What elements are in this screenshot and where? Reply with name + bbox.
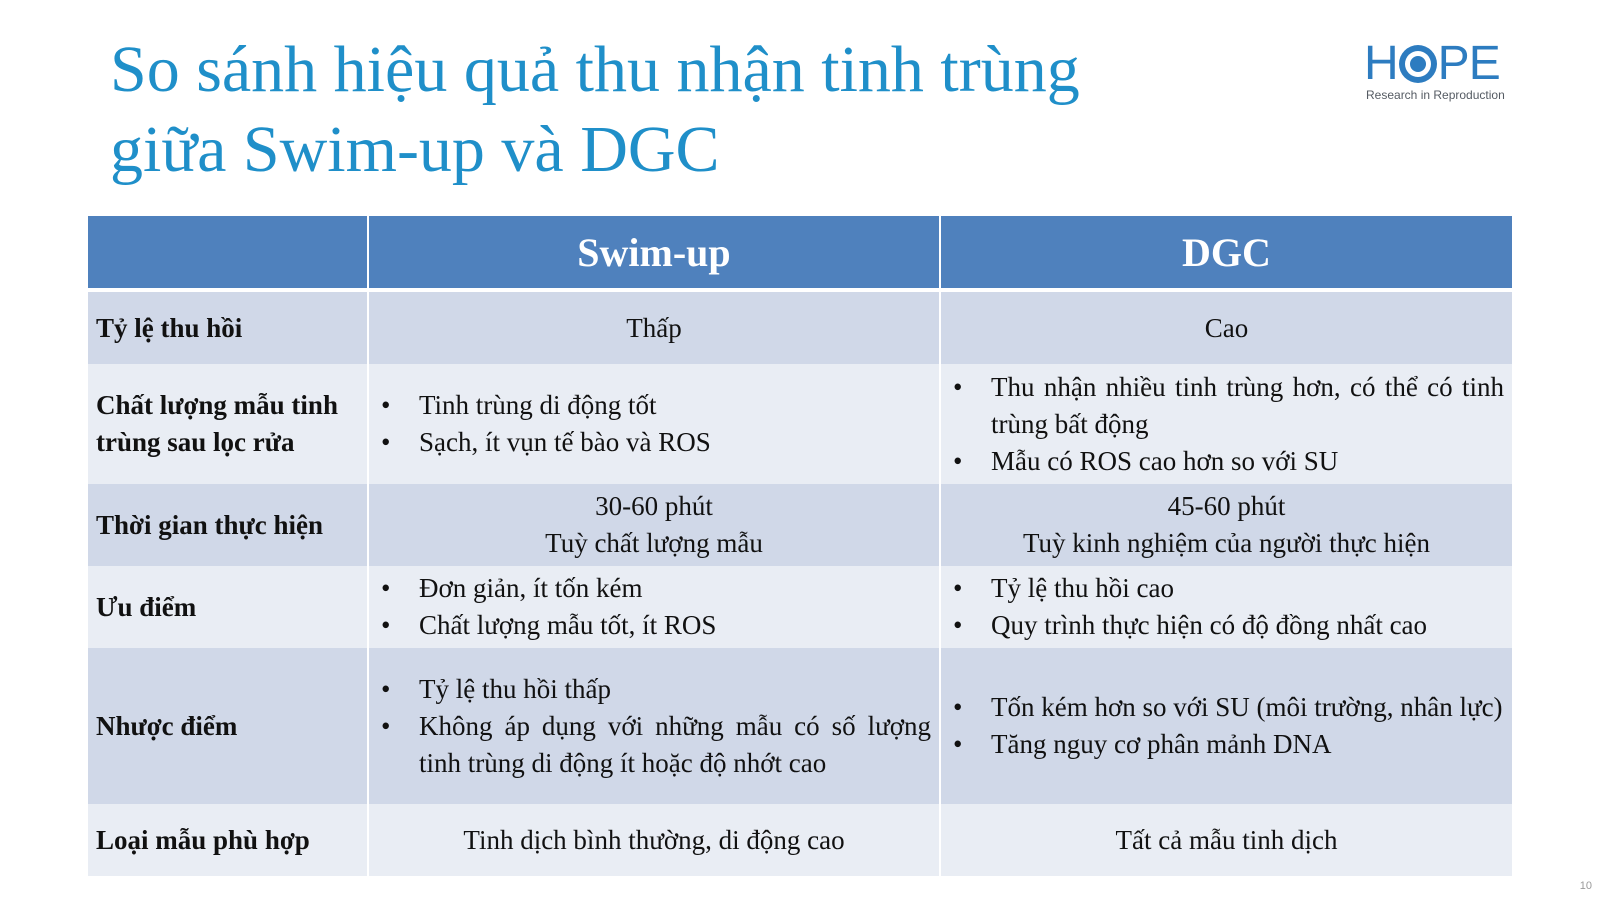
list-item: • Sạch, ít vụn tế bào và ROS xyxy=(377,424,931,461)
dgc-duration-note: Tuỳ kinh nghiệm của người thực hiện xyxy=(1022,528,1431,558)
hope-logo xyxy=(1364,37,1512,106)
slide-title-line-2: giữa Swim-up và DGC xyxy=(110,113,720,186)
swim-up-disadvantages xyxy=(368,648,940,804)
header-empty-cell xyxy=(88,216,368,290)
logo-word-part-1: H xyxy=(1364,37,1398,90)
swim-up-duration xyxy=(368,484,940,566)
list-item: • Tỷ lệ thu hồi thấp xyxy=(377,671,931,708)
list-item: • Đơn giản, ít tốn kém xyxy=(377,570,931,607)
swim-up-suitable-sample: Tinh dịch bình thường, di động cao xyxy=(368,804,940,876)
eye-icon xyxy=(1399,45,1437,83)
swim-up-duration-note: Tuỳ chất lượng mẫu xyxy=(545,528,763,558)
row-label-recovery-rate: Tỷ lệ thu hồi xyxy=(88,290,368,364)
swim-up-duration-time: 30-60 phút xyxy=(595,491,713,521)
logo-word-part-2: PE xyxy=(1437,37,1500,90)
dgc-advantages xyxy=(940,566,1512,648)
list-item: • Chất lượng mẫu tốt, ít ROS xyxy=(377,607,931,644)
dgc-sample-quality xyxy=(940,364,1512,484)
swim-up-advantages xyxy=(368,566,940,648)
list-item: • Mẫu có ROS cao hơn so với SU xyxy=(949,443,1504,480)
list-item: • Thu nhận nhiều tinh trùng hơn, có thể có tinh trùng bất động xyxy=(949,369,1504,443)
comparison-table xyxy=(88,216,1512,876)
dgc-disadvantages xyxy=(940,648,1512,804)
logo-tagline: Research in Reproduction xyxy=(1366,88,1505,102)
slide-title-line-1: So sánh hiệu quả thu nhận tinh trùng xyxy=(110,33,1080,106)
table-row xyxy=(88,566,1512,648)
row-label-sample-quality: Chất lượng mẫu tinh trùng sau lọc rửa xyxy=(88,364,368,484)
list-item: • Tăng nguy cơ phân mảnh DNA xyxy=(949,726,1504,763)
row-label-disadvantages: Nhược điểm xyxy=(88,648,368,804)
row-label-suitable-sample: Loại mẫu phù hợp xyxy=(88,804,368,876)
header-dgc: DGC xyxy=(940,216,1512,290)
list-item: • Tinh trùng di động tốt xyxy=(377,387,931,424)
swim-up-recovery-rate: Thấp xyxy=(368,290,940,364)
dgc-suitable-sample: Tất cả mẫu tinh dịch xyxy=(940,804,1512,876)
row-label-advantages: Ưu điểm xyxy=(88,566,368,648)
dgc-recovery-rate: Cao xyxy=(940,290,1512,364)
list-item: • Tỷ lệ thu hồi cao xyxy=(949,570,1504,607)
logo-wordmark xyxy=(1364,37,1500,90)
table-row xyxy=(88,290,1512,364)
list-item: • Quy trình thực hiện có độ đồng nhất cao xyxy=(949,607,1504,644)
slide-title xyxy=(110,30,1260,190)
header-swim-up: Swim-up xyxy=(368,216,940,290)
table-row xyxy=(88,484,1512,566)
dgc-duration xyxy=(940,484,1512,566)
row-label-duration: Thời gian thực hiện xyxy=(88,484,368,566)
dgc-duration-time: 45-60 phút xyxy=(1167,491,1286,521)
table-row xyxy=(88,804,1512,876)
table-row xyxy=(88,648,1512,804)
table-header-row xyxy=(88,216,1512,290)
list-item: • Tốn kém hơn so với SU (môi trường, nhân lực) xyxy=(949,689,1504,726)
list-item: • Không áp dụng với những mẫu có số lượng tinh trùng di động ít hoặc độ nhớt cao xyxy=(377,708,931,782)
page-number: 10 xyxy=(1579,880,1592,892)
table-row xyxy=(88,364,1512,484)
swim-up-sample-quality xyxy=(368,364,940,484)
